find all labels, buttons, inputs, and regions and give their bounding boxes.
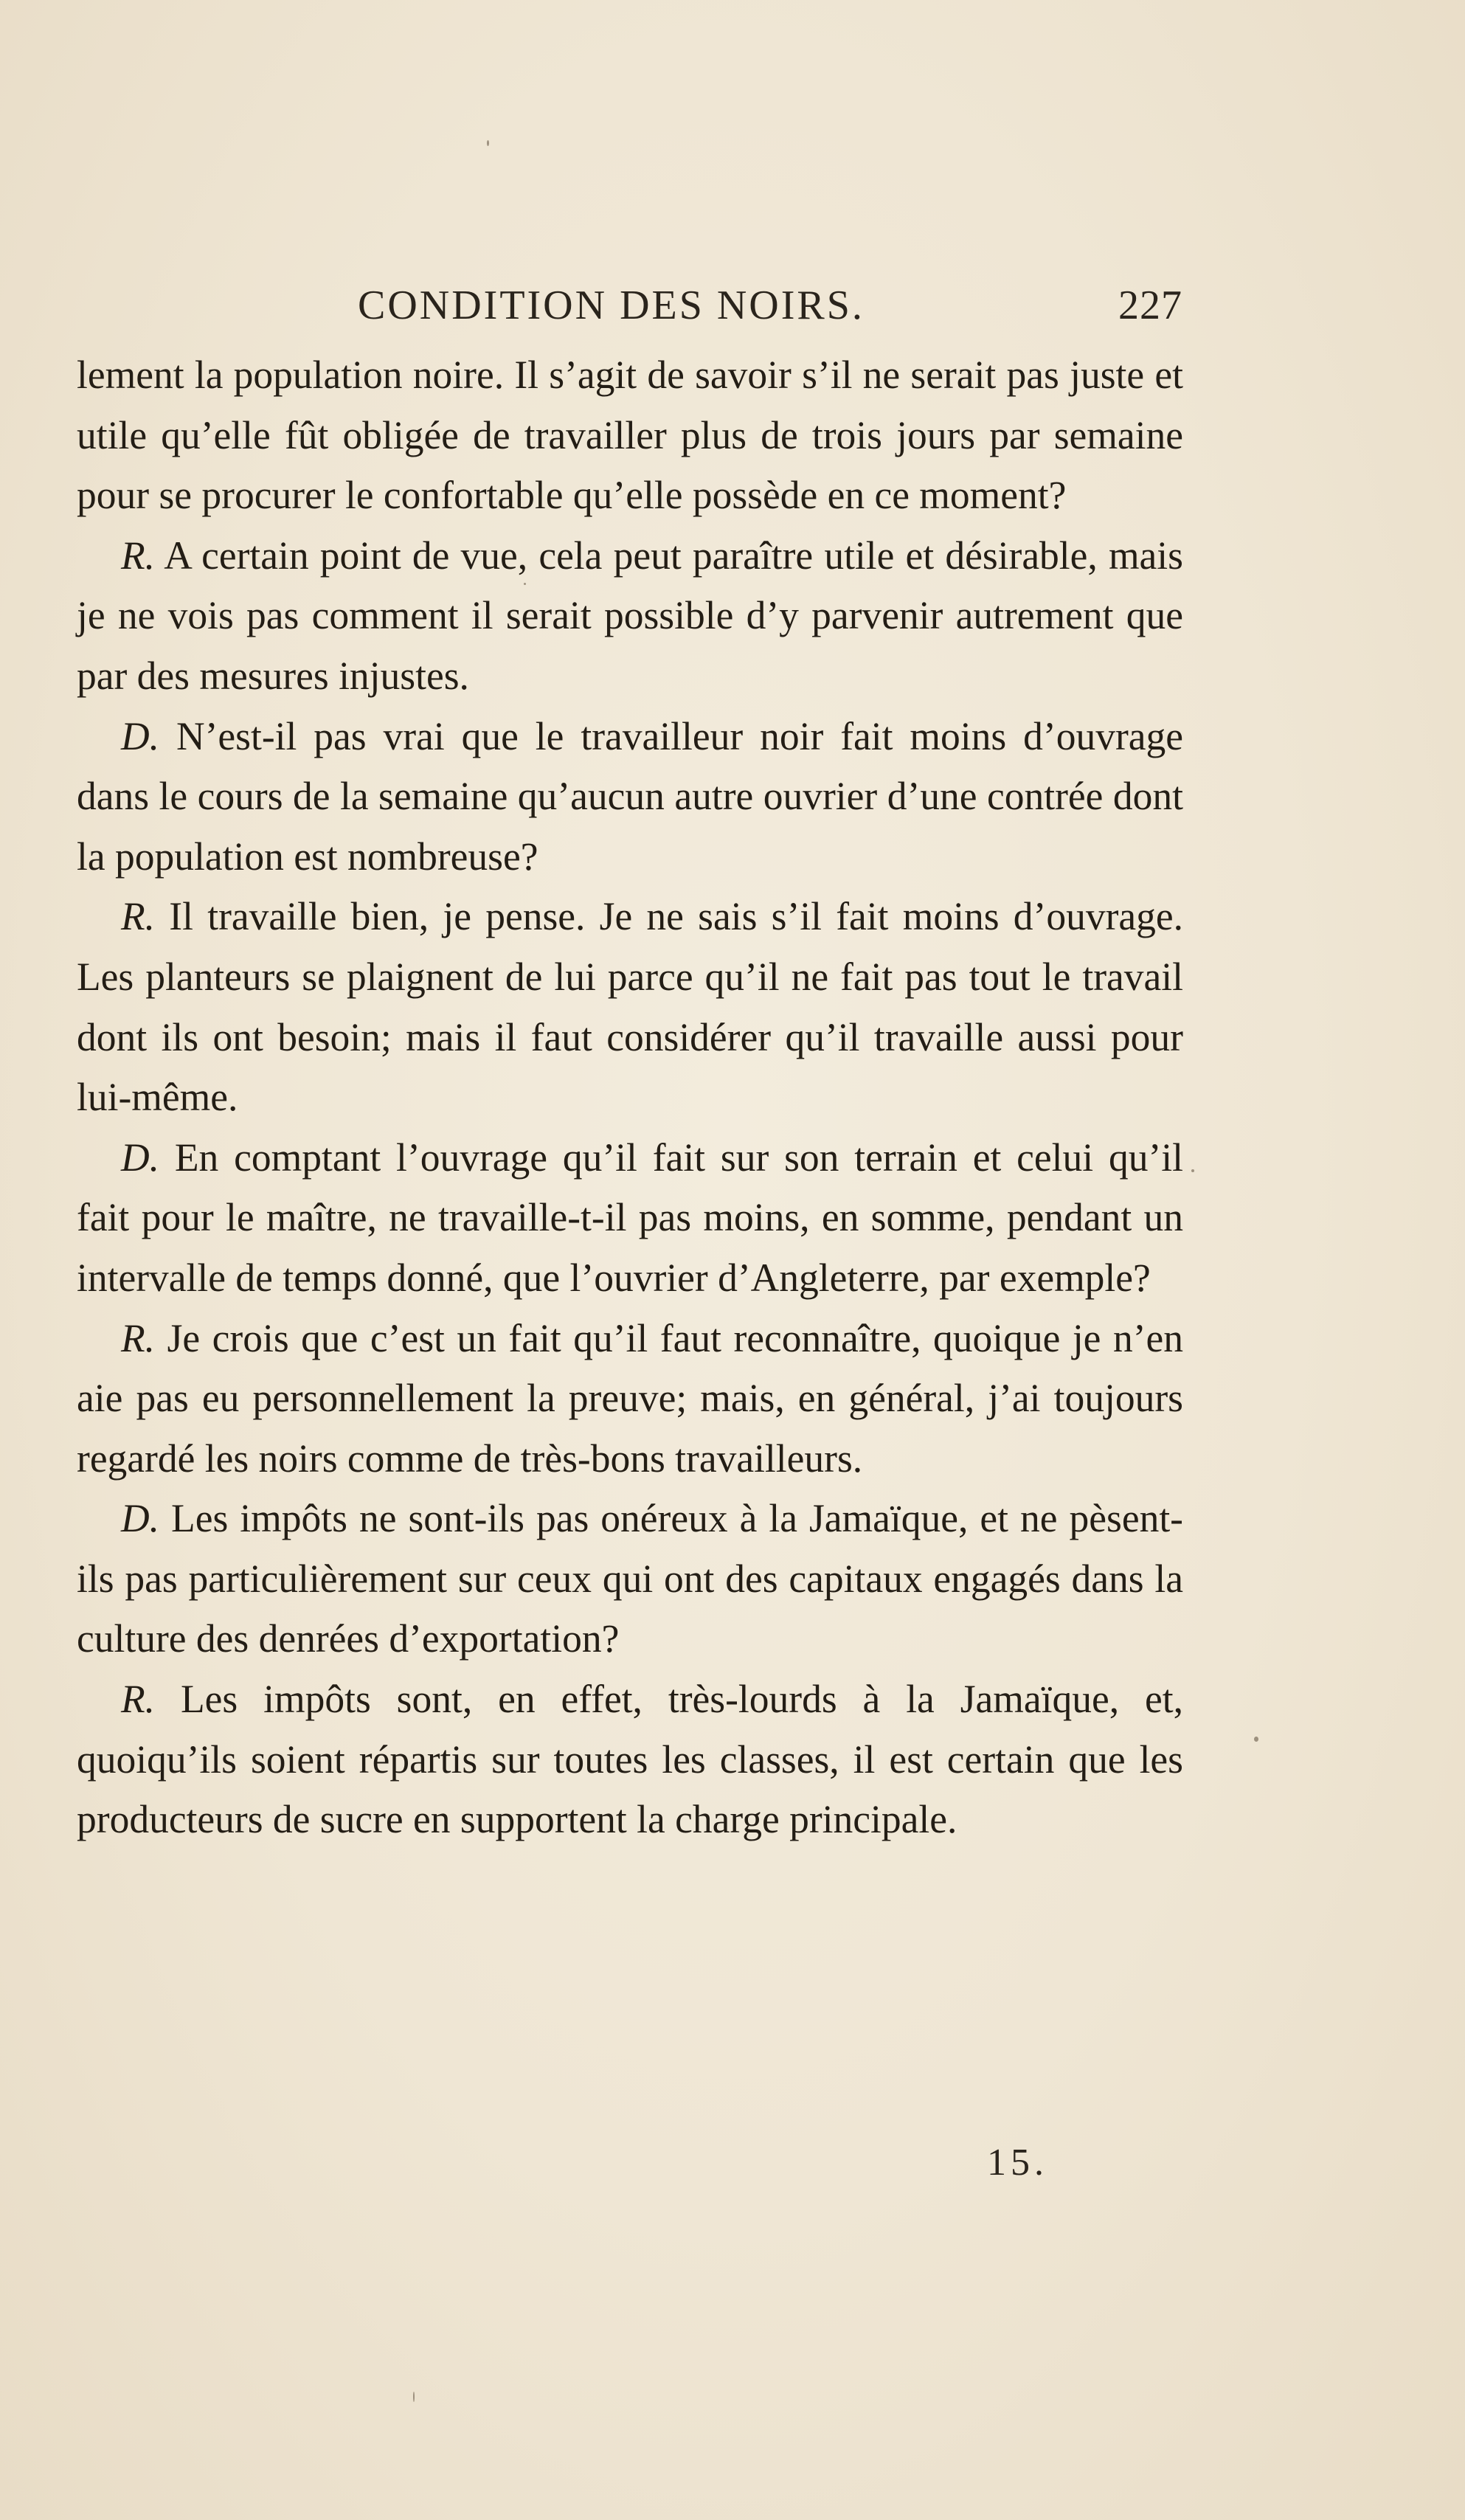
speaker-label-answer: R. bbox=[121, 533, 156, 578]
paper-speck bbox=[1191, 1169, 1194, 1172]
speaker-label-question: D. bbox=[121, 1496, 160, 1541]
paragraph-text: Je crois que c’est un fait qu’il faut reconnaître, quoique je n’en aie pas eu personnellement la preuve; mais, en général, j’ai toujours regardé les noirs comme de très-bons travailleurs. bbox=[77, 1315, 1184, 1481]
answer-paragraph bbox=[77, 887, 1183, 1127]
speaker-label-answer: R. bbox=[121, 894, 156, 939]
question-paragraph bbox=[77, 1128, 1183, 1309]
speaker-label-question: D. bbox=[121, 713, 160, 758]
paper-speck bbox=[487, 140, 489, 146]
running-head-title: CONDITION DES NOIRS. bbox=[358, 283, 865, 328]
body-text bbox=[77, 345, 1183, 1850]
signature-mark: 15. bbox=[987, 2142, 1048, 2184]
answer-paragraph bbox=[77, 1669, 1183, 1850]
paragraph-text: En comptant l’ouvrage qu’il fait sur son terrain et celui qu’il fait pour le maître, ne travaille-t-il pas moins, en somme, pendant un intervalle de temps donné, que l’ouvrier d’Angleterre, par exemple? bbox=[77, 1135, 1183, 1300]
paper-speck bbox=[524, 583, 526, 585]
paragraph-text: A certain point de vue, cela peut paraître utile et désirable, mais je ne vois pas comment il serait possible d’y parvenir autrement que par des mesures injustes. bbox=[77, 533, 1183, 698]
speaker-label-answer: R. bbox=[121, 1677, 156, 1722]
answer-paragraph bbox=[77, 1309, 1183, 1489]
paragraph-text: Il travaille bien, je pense. Je ne sais s’il fait moins d’ouvrage. Les planteurs se plaignent de lui parce qu’il ne fait pas tout le travail dont ils ont besoin; mais il faut considérer qu’il travaille aussi pour lui-même. bbox=[77, 894, 1184, 1120]
question-paragraph bbox=[77, 1489, 1183, 1669]
speaker-label-answer: R. bbox=[121, 1315, 156, 1360]
speaker-label-question: D. bbox=[121, 1135, 160, 1180]
paragraph-text: Les impôts sont, en effet, très-lourds à la Jamaïque, et, quoiqu’ils soient répartis sur toutes les classes, il est certain que les producteurs de sucre en supportent la charge principale. bbox=[77, 1677, 1184, 1842]
paper-speck bbox=[1254, 1737, 1258, 1742]
paragraph-text: N’est-il pas vrai que le travailleur noir fait moins d’ouvrage dans le cours de la semaine qu’aucun autre ouvrier d’une contrée dont la population est nombreuse? bbox=[77, 713, 1184, 879]
question-paragraph bbox=[77, 707, 1183, 887]
paragraph-text: Les impôts ne sont-ils pas onéreux à la Jamaïque, et ne pèsent-ils pas particulièrement sur ceux qui ont des capitaux engagés dans la culture des denrées d’exportation? bbox=[77, 1496, 1183, 1661]
answer-paragraph bbox=[77, 526, 1183, 707]
paragraph-text: lement la population noire. Il s’agit de savoir s’il ne serait pas juste et utile qu’elle fût obligée de travailler plus de trois jours par semaine pour se procurer le confortable qu’elle possède en ce moment? bbox=[77, 353, 1183, 518]
paper-speck bbox=[413, 2392, 415, 2402]
paragraph-continuation bbox=[77, 345, 1183, 526]
page-number: 227 bbox=[1118, 283, 1182, 328]
